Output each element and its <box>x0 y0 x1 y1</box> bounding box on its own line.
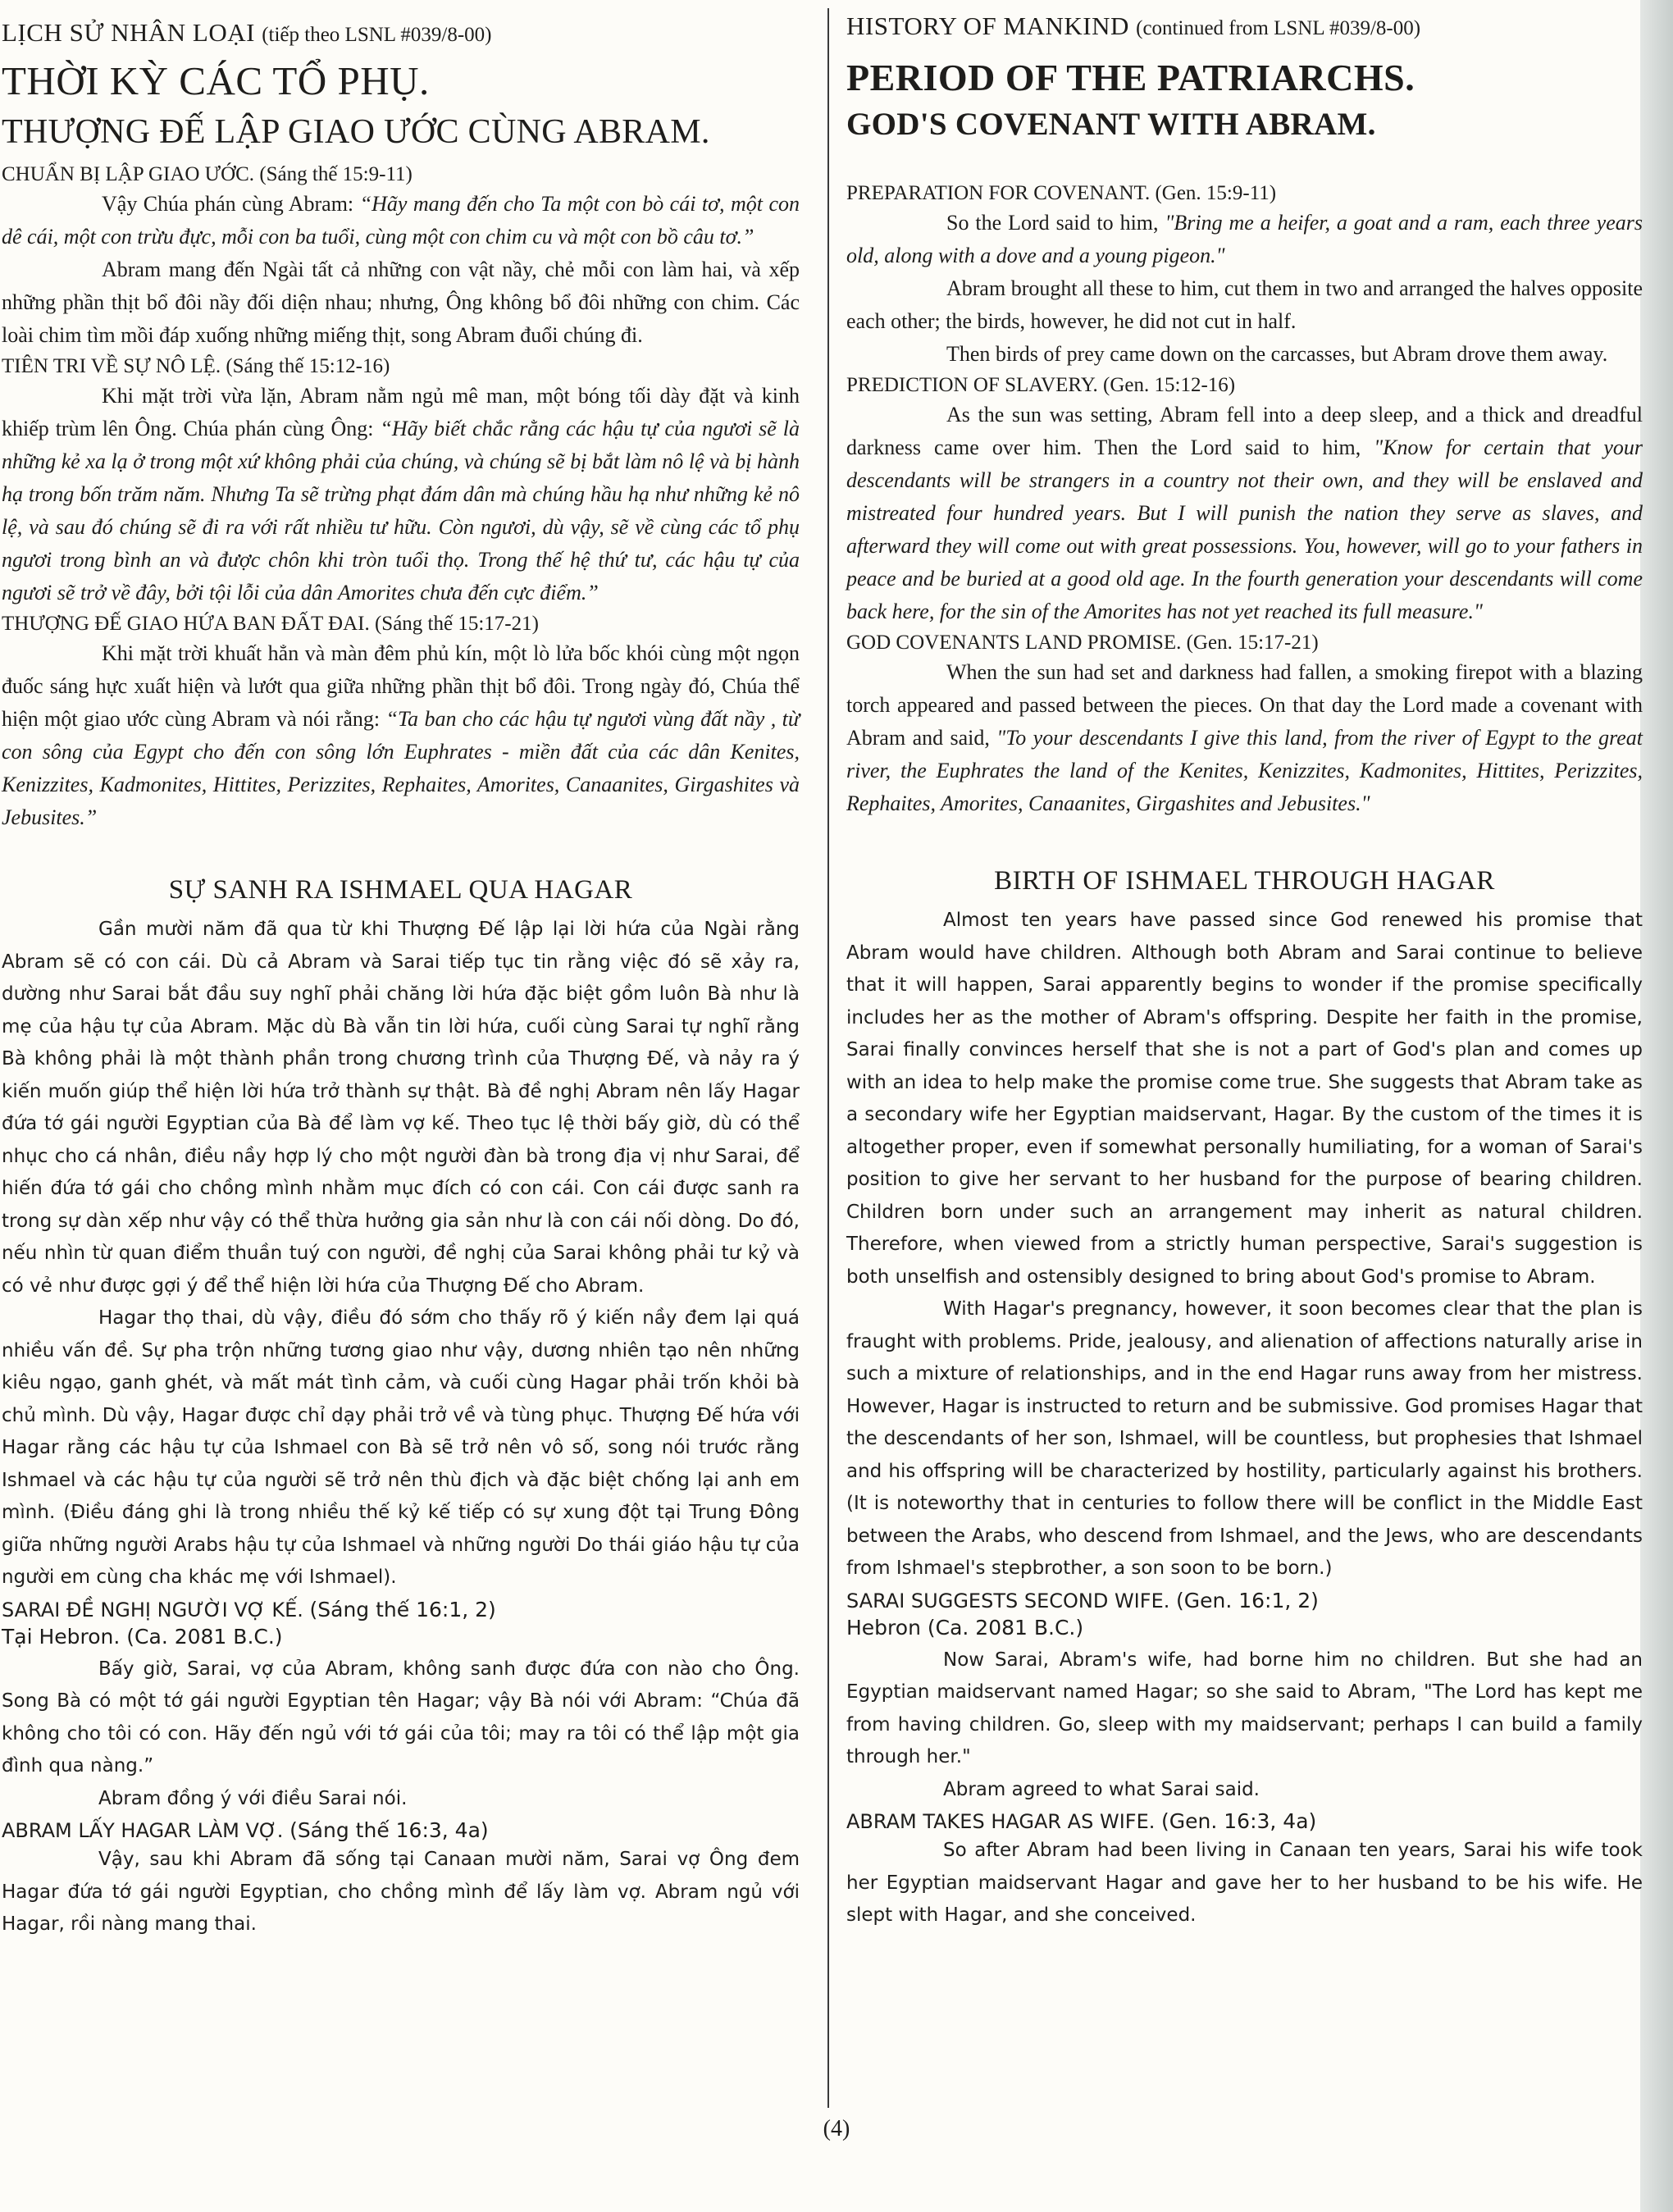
running-title: LỊCH SỬ NHÂN LOẠI <box>2 18 255 47</box>
paragraph: Khi mặt trời khuất hẳn và màn đêm phủ kín, một lò lửa bốc khói cùng một ngọn đuốc sáng hực xuất hiện và lướt qua giữa những phần thịt bổ đôi. Trong ngày đó, Chúa thể hiện một giao ước cùng Abram và nói rằng: “Ta ban cho các hậu tự ngươi vùng đất nầy , từ con sông của Egypt cho đến con sông lớn Euphrates - miền đất của các dân Kenites, Kenizzites, Kadmonites, Hittites, Perizzites, Rephaites, Amorites, Canaanites, Girgashites và Jebusites.” <box>2 641 800 829</box>
running-title: HISTORY OF MANKIND <box>846 11 1129 40</box>
paragraph: Vậy, sau khi Abram đã sống tại Canaan mười năm, Sarai vợ Ông đem Hagar đứa tớ gái người Egyptian, cho chồng mình để lấy làm vợ. Abram ngủ với Hagar, rồi nàng mang thai. <box>2 1849 800 1935</box>
sans-body <box>846 905 1643 1932</box>
section-title: BIRTH OF ISHMAEL THROUGH HAGAR <box>994 866 1495 896</box>
paragraph: Abram mang đến Ngài tất cả những con vật nầy, chẻ mỗi con làm hai, và xếp những phần thịt bổ đôi nầy đối diện nhau; nhưng, Ông không bổ đôi những con chim. Các loài chim tìm mồi đáp xuống những miếng thịt, song Abram đuổi chúng đi. <box>2 258 800 347</box>
section-heading: GOD COVENANTS LAND PROMISE. (Gen. 15:17-21) <box>846 632 1319 654</box>
chapter-subtitle: THƯỢNG ĐẾ LẬP GIAO ƯỚC CÙNG ABRAM. <box>2 113 710 151</box>
paragraph: So after Abram had been living in Canaan ten years, Sarai his wife took her Egyptian maidservant Hagar and gave her to her husband to be his wife. He slept with Hagar, and she conceived. <box>846 1840 1643 1926</box>
paragraph: Khi mặt trời vừa lặn, Abram nằm ngủ mê man, một bóng tối dày đặt và kinh khiếp trùm lên Ông. Chúa phán cùng Ông: “Hãy biết chắc rằng các hậu tự của ngươi sẽ là những kẻ xa lạ ở trong một xứ không phải của chúng, và chúng sẽ bị bắt làm nô lệ và bị hành hạ trong bốn trăm năm. Nhưng Ta sẽ trừng phạt đám dân mà chúng hầu hạ như những kẻ nô lệ, và sau đó chúng sẽ đi ra với rất nhiều tư hữu. Còn ngươi, dù vậy, sẽ về cùng các tổ phụ ngươi trong bình an và được chôn khi tròn tuổi thọ. Trong thế hệ thứ tư, các hậu tự của ngươi sẽ trở về đây, bởi tội lỗi của dân Amorites chưa đến cực điểm.” <box>2 384 800 604</box>
paragraph: Abram agreed to what Sarai said. <box>943 1778 1260 1800</box>
paragraph: Gần mười năm đã qua từ khi Thượng Đế lập lại lời hứa của Ngài rằng Abram sẽ có con cái. Dù cả Abram và Sarai tiếp tục tin rằng việc đó sẽ xảy ra, dường như Sarai bắt đầu suy nghĩ phải chăng lời hứa đặc biệt gồm luôn Bà như là mẹ của hậu tự của Abram. Mặc dù Bà vẫn tin lời hứa, cuối cùng Sarai tự nghĩ rằng Bà không phải là một thành phần trong chương trình của Thượng Đế, và nảy ra ý kiến muốn giúp thể hiện lời hứa trở thành sự thật. Bà đề nghị Abram nên lấy Hagar đứa tớ gái người Egyptian của Bà để làm vợ kế. Theo tục lệ thời bấy giờ, dù có thể nhục cho cá nhân, điều nầy hợp lý cho một người đàn bà trong địa vị như Sarai, để hiến đứa tớ gái cho chồng mình nhằm mục đích có con cái. Con cái được sanh ra trong sự dàn xếp như vậy có thể thừa hưởng gia sản như là con cái nối dòng. Do đó, nếu nhìn từ quan điểm thuần tuý con người, đề nghị của Sarai không phải tư kỷ và có vẻ như được gợi ý để thể hiện lời hứa của Thượng Đế cho Abram. <box>2 919 800 1297</box>
place-date: Tại Hebron. (Ca. 2081 B.C.) <box>2 1624 283 1649</box>
chapter-title: PERIOD OF THE PATRIARCHS. <box>846 57 1415 98</box>
section-heading: SARAI SUGGESTS SECOND WIFE. (Gen. 16:1, 2) <box>846 1588 1319 1612</box>
running-header-en <box>846 11 1643 41</box>
section-heading: ABRAM LẤY HAGAR LÀM VỢ. (Sáng thế 16:3, 4a) <box>2 1818 489 1842</box>
paragraph: When the sun had set and darkness had fallen, a smoking firepot with a blazing torch appeared and passed between the pieces. On that day the Lord made a covenant with Abram and said, "To your descendants I give this land, from the river of Egypt to the great river, the Euphrates the land of the Kenites, Kenizzites, Kadmonites, Hittites, Perizzites, Rephaites, Amorites, Canaanites, Girgashites and Jebusites." <box>846 660 1643 815</box>
english-column <box>843 0 1643 1932</box>
running-subtitle: (continued from LSNL #039/8-00) <box>1136 17 1421 39</box>
paragraph: So the Lord said to him, "Bring me a heifer, a goat and a ram, each three years old, along with a dove and a young pigeon." <box>846 211 1643 267</box>
section-heading: THƯỢNG ĐẾ GIAO HỨA BAN ĐẤT ĐAI. (Sáng thế 15:17-21) <box>2 613 539 635</box>
paragraph: Vậy Chúa phán cùng Abram: “Hãy mang đến cho Ta một con bò cái tơ, một con dê cái, một con trừu đực, mỗi con ba tuổi, cùng một con chim cu và một con bồ câu tơ.” <box>2 192 800 249</box>
section-heading: PREPARATION FOR COVENANT. (Gen. 15:9-11) <box>846 182 1277 204</box>
column-divider <box>827 8 829 2108</box>
place-date: Hebron (Ca. 2081 B.C.) <box>846 1615 1084 1640</box>
section-heading: SARAI ĐỀ NGHỊ NGƯỜI VỢ KẾ. (Sáng thế 16:1, 2) <box>2 1597 496 1621</box>
sans-body <box>2 914 800 1941</box>
paragraph: With Hagar's pregnancy, however, it soon becomes clear that the plan is fraught with problems. Pride, jealousy, and alienation of affections naturally arise in such a mixture of relationships, and in the end Hagar runs away from her mistress. However, Hagar is instructed to return and be submissive. God promises Hagar that the descendants of her son, Ishmael, will be countless, but prophesies that Ishmael and his offspring will be characterized by hostility, particularly against his brothers. (It is noteworthy that in centuries to follow there will be conflict in the Middle East between the Arabs, who descend from Ishmael, and the Jews, who are descendants from Ishmael's stepbrother, a son soon to be born.) <box>846 1298 1643 1579</box>
section-heading: PREDICTION OF SLAVERY. (Gen. 15:12-16) <box>846 374 1236 396</box>
section-heading: CHUẨN BỊ LẬP GIAO ƯỚC. (Sáng thế 15:9-11) <box>2 163 413 185</box>
paragraph: Abram đồng ý với điều Sarai nói. <box>98 1787 408 1809</box>
section-title: SỰ SANH RA ISHMAEL QUA HAGAR <box>168 875 633 905</box>
vietnamese-column <box>0 0 808 1941</box>
paragraph: Bấy giờ, Sarai, vợ của Abram, không sanh được đứa con nào cho Ông. Song Bà có một tớ gái người Egyptian tên Hagar; vậy Bà nói với Abram: “Chúa đã không cho tôi có con. Hãy đến ngủ với tớ gái của tôi; may ra tôi có thể lập một gia đình qua nàng.” <box>2 1658 800 1776</box>
paragraph: Then birds of prey came down on the carcasses, but Abram drove them away. <box>946 342 1608 366</box>
paragraph: Hagar thọ thai, dù vậy, điều đó sớm cho thấy rõ ý kiến nầy đem lại quá nhiều vấn đề. Sự pha trộn những tương giao như vậy, dương nhiên tạo nên những kiêu ngạo, ganh ghét, và mất mát tình cảm, và cuối cùng Hagar phải trốn khỏi bà chủ mình. Dù vậy, Hagar được chỉ dạy phải trở về và tùng phục. Thượng Đế hứa với Hagar rằng các hậu tự của Ishmael con Bà sẽ trở nên vô số, song nói trước rằng Ishmael và các hậu tự của người sẽ trở nên thù địch và đặc biệt chống lại anh em mình. (Điều đáng ghi là trong nhiều thế kỷ kế tiếp có sự xung đột tại Trung Đông giữa những người Arabs hậu tự của Ishmael và những người Do thái giáo hậu tự của người em cùng cha khác mẹ với Ishmael). <box>2 1307 800 1588</box>
page-edge-shadow <box>1640 0 1673 2212</box>
paragraph: As the sun was setting, Abram fell into a deep sleep, and a thick and dreadful darkness came over him. Then the Lord said to him, "Know for certain that your descendants will be strangers in a country not their own, and they will be enslaved and mistreated four hundred years. But I will punish the nation they serve as slaves, and afterward they will come out with great possessions. You, however, will go to your fathers in peace and be buried at a good old age. In the fourth generation your descendants will come back here, for the sin of the Amorites has not yet reached its full measure." <box>846 403 1643 623</box>
section-heading: ABRAM TAKES HAGAR AS WIFE. (Gen. 16:3, 4a) <box>846 1809 1317 1833</box>
chapter-title: THỜI KỲ CÁC TỔ PHỤ. <box>2 58 430 103</box>
running-header-vi <box>2 18 800 48</box>
paragraph: Abram brought all these to him, cut them in two and arranged the halves opposite each other; the birds, however, he did not cut in half. <box>846 276 1643 333</box>
page-number: (4) <box>823 2116 850 2141</box>
section-heading: TIÊN TRI VỀ SỰ NÔ LỆ. (Sáng thế 15:12-16) <box>2 355 390 377</box>
paragraph: Now Sarai, Abram's wife, had borne him no children. But she had an Egyptian maidservant named Hagar; so she said to Abram, "The Lord has kept me from having children. Go, sleep with my maidservant; perhaps I can build a family through her." <box>846 1649 1643 1767</box>
paragraph: Almost ten years have passed since God renewed his promise that Abram would have children. Although both Abram and Sarai continue to believe that it will happen, Sarai apparently begins to wonder if the promise specifically includes her as the mother of Abram's offspring. Despite her faith in the promise, Sarai finally convinces herself that she is not a part of God's plan and comes up with an idea to help make the promise come true. She suggests that Abram take as a secondary wife her Egyptian maidservant, Hagar. By the custom of the times it is altogether proper, even if somewhat personally humiliating, for a woman of Sarai's position to give her servant to her husband for the purpose of bearing children. Children born under such an arrangement may inherit as natural children. Therefore, when viewed from a strictly human perspective, Sarai's suggestion is both unselfish and ostensibly designed to bring about God's promise to Abram. <box>846 910 1643 1288</box>
chapter-subtitle: GOD'S COVENANT WITH ABRAM. <box>846 107 1376 142</box>
running-subtitle: (tiếp theo LSNL #039/8-00) <box>262 24 492 46</box>
